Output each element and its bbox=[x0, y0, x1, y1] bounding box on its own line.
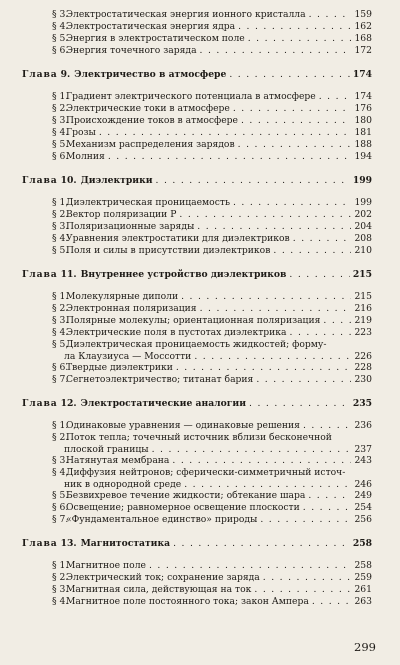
section-title-continuation: ла Клаузиуса — Моссотти bbox=[64, 351, 192, 362]
leader-dots bbox=[200, 45, 351, 57]
section-title: Грозы bbox=[66, 127, 96, 138]
leader-dots bbox=[197, 221, 351, 233]
leader-dots bbox=[172, 455, 351, 467]
section-number: § 4. bbox=[52, 596, 69, 607]
section-number: § 1. bbox=[52, 420, 69, 431]
toc-entry-continuation bbox=[22, 444, 372, 455]
section-number: § 4. bbox=[52, 327, 69, 338]
leader-dots bbox=[256, 374, 351, 386]
spacer bbox=[22, 57, 372, 69]
leader-dots bbox=[290, 327, 351, 339]
section-title: Электронная поляризация bbox=[66, 303, 197, 314]
leader-dots bbox=[254, 584, 351, 596]
page-ref: 199 bbox=[354, 197, 372, 208]
toc-entry-continuation bbox=[22, 351, 372, 362]
chapter-number: 10. bbox=[60, 175, 77, 186]
spacer bbox=[22, 187, 372, 197]
page-ref: 215 bbox=[354, 291, 372, 302]
page-ref: 235 bbox=[352, 398, 372, 409]
section-title: Электрический ток; сохранение заряда bbox=[66, 572, 260, 583]
page-ref: 223 bbox=[354, 327, 372, 338]
toc-entry bbox=[22, 490, 372, 502]
leader-dots bbox=[312, 596, 351, 608]
section-number: § 2. bbox=[52, 572, 69, 583]
section-title: Твердые диэлектрики bbox=[66, 362, 173, 373]
page-ref: 208 bbox=[354, 233, 372, 244]
chapter-heading bbox=[22, 538, 372, 550]
leader-dots bbox=[149, 560, 351, 572]
leader-dots bbox=[179, 209, 351, 221]
leader-dots bbox=[309, 9, 351, 21]
leader-dots bbox=[184, 479, 351, 490]
section-number: § 7. bbox=[52, 514, 69, 525]
page-ref: 258 bbox=[354, 560, 372, 571]
chapter-number: 12. bbox=[60, 398, 77, 409]
chapter-number: 13. bbox=[60, 538, 77, 549]
chapter-heading bbox=[22, 175, 372, 187]
section-number: § 3. bbox=[52, 115, 69, 126]
section-number: § 6. bbox=[52, 151, 69, 162]
toc-entry bbox=[22, 115, 372, 127]
section-title: Одинаковые уравнения — одинаковые решения bbox=[66, 420, 300, 431]
page-ref: 263 bbox=[354, 596, 372, 607]
toc-entry bbox=[22, 221, 372, 233]
page-ref: 180 bbox=[354, 115, 372, 126]
leader-dots bbox=[241, 115, 351, 127]
toc-entry bbox=[22, 315, 372, 327]
page-ref: 259 bbox=[354, 572, 372, 583]
chapter-title: Магнитостатика bbox=[80, 538, 171, 549]
leader-dots bbox=[273, 245, 351, 257]
toc-entry bbox=[22, 291, 372, 303]
page-ref: 174 bbox=[352, 69, 372, 80]
chapter-number: 11. bbox=[60, 269, 77, 280]
chapter-label: Глава bbox=[22, 398, 58, 409]
chapter-title: Диэлектрики bbox=[80, 175, 153, 186]
section-number: § 6. bbox=[52, 45, 69, 56]
page-ref: 199 bbox=[352, 175, 372, 186]
section-title: Электростатическая энергия ядра bbox=[66, 21, 236, 32]
spacer bbox=[22, 410, 372, 420]
section-number: § 2. bbox=[52, 303, 69, 314]
chapter-number: 9. bbox=[60, 69, 71, 80]
page-ref: 246 bbox=[354, 479, 372, 490]
section-number: § 2. bbox=[52, 103, 69, 114]
chapter-label: Глава bbox=[22, 269, 58, 280]
toc-entry bbox=[22, 432, 372, 444]
section-title: Диэлектрическая проницаемость жидкостей; форму- bbox=[66, 339, 327, 350]
leader-dots bbox=[260, 514, 351, 526]
leader-dots bbox=[108, 151, 351, 163]
leader-dots bbox=[99, 127, 351, 139]
toc-entry bbox=[22, 502, 372, 514]
leader-dots bbox=[200, 303, 351, 315]
section-title: Вектор поляризации P bbox=[66, 209, 177, 220]
page-ref: 256 bbox=[354, 514, 372, 525]
section-title: Сегнетоэлектричество; титанат бария bbox=[66, 374, 254, 385]
section-title: Поток тепла; точечный источник вблизи бесконечной bbox=[66, 432, 332, 443]
page-ref: 216 bbox=[354, 303, 372, 314]
table-of-contents bbox=[22, 9, 372, 608]
leader-dots bbox=[233, 197, 351, 209]
toc-entry bbox=[22, 572, 372, 584]
chapter-label: Глава bbox=[22, 175, 58, 186]
page-ref: 236 bbox=[354, 420, 372, 431]
toc-entry bbox=[22, 139, 372, 151]
section-title: Молния bbox=[66, 151, 105, 162]
section-number: § 1. bbox=[52, 560, 69, 571]
section-number: § 6. bbox=[52, 362, 69, 373]
section-title: Поля и силы в присутствии диэлектриков bbox=[66, 245, 271, 256]
spacer bbox=[22, 550, 372, 560]
section-title: Молекулярные диполи bbox=[66, 291, 179, 302]
section-number: § 7. bbox=[52, 374, 69, 385]
toc-entry bbox=[22, 233, 372, 245]
section-title: Диффузия нейтронов; сферически-симметричный источ- bbox=[66, 467, 346, 478]
toc-entry bbox=[22, 9, 372, 21]
toc-entry bbox=[22, 339, 372, 351]
section-title: Безвихревое течение жидкости; обтекание шара bbox=[66, 490, 306, 501]
leader-dots bbox=[263, 572, 351, 584]
section-title: Механизм распределения зарядов bbox=[66, 139, 235, 150]
leader-dots bbox=[293, 233, 351, 245]
leader-dots bbox=[248, 33, 351, 45]
page-ref: 219 bbox=[354, 315, 372, 326]
section-title: Энергия точечного заряда bbox=[66, 45, 197, 56]
toc-entry bbox=[22, 362, 372, 374]
section-title: Диэлектрическая проницаемость bbox=[66, 197, 230, 208]
leader-dots bbox=[194, 351, 351, 362]
section-number: § 4. bbox=[52, 127, 69, 138]
leader-dots bbox=[238, 21, 351, 33]
leader-dots bbox=[176, 362, 351, 374]
toc-entry bbox=[22, 303, 372, 315]
spacer bbox=[22, 163, 372, 175]
page-ref: 210 bbox=[354, 245, 372, 256]
section-number: § 1. bbox=[52, 291, 69, 302]
chapter-heading bbox=[22, 398, 372, 410]
toc-entry bbox=[22, 420, 372, 432]
section-title: Электростатическая энергия ионного кристалла bbox=[66, 9, 306, 20]
chapter-heading bbox=[22, 269, 372, 281]
spacer bbox=[22, 257, 372, 269]
spacer bbox=[22, 386, 372, 398]
toc-entry bbox=[22, 103, 372, 115]
section-title: Энергия в электростатическом поле bbox=[66, 33, 245, 44]
section-number: § 6. bbox=[52, 502, 69, 513]
section-number: § 5. bbox=[52, 339, 69, 350]
page-ref: 174 bbox=[354, 91, 372, 102]
page-ref: 230 bbox=[354, 374, 372, 385]
section-number: § 5. bbox=[52, 490, 69, 501]
page-ref: 168 bbox=[354, 33, 372, 44]
leader-dots bbox=[319, 91, 351, 103]
spacer bbox=[22, 81, 372, 91]
toc-entry bbox=[22, 209, 372, 221]
section-number: § 5. bbox=[52, 139, 69, 150]
section-number: § 4. bbox=[52, 21, 69, 32]
leader-dots bbox=[152, 444, 351, 455]
chapter-heading bbox=[22, 69, 372, 81]
leader-dots bbox=[303, 502, 351, 514]
section-number: § 1. bbox=[52, 197, 69, 208]
toc-entry bbox=[22, 596, 372, 608]
page-ref: 243 bbox=[354, 455, 372, 466]
section-title: Магнитное поле постоянного тока; закон Ампера bbox=[66, 596, 309, 607]
page-ref: 215 bbox=[352, 269, 372, 280]
section-number: § 3. bbox=[52, 221, 69, 232]
leader-dots bbox=[173, 538, 350, 550]
toc-entry bbox=[22, 151, 372, 163]
toc-entry bbox=[22, 33, 372, 45]
section-title: Магнитная сила, действующая на ток bbox=[66, 584, 252, 595]
toc-entry bbox=[22, 374, 372, 386]
chapter-title: Внутреннее устройство диэлектриков bbox=[80, 269, 287, 280]
page-ref: 258 bbox=[352, 538, 372, 549]
page-ref: 249 bbox=[354, 490, 372, 501]
page-ref: 194 bbox=[354, 151, 372, 162]
leader-dots bbox=[303, 420, 351, 432]
section-title: Освещение; равномерное освещение плоскости bbox=[66, 502, 300, 513]
toc-entry bbox=[22, 514, 372, 526]
toc-entry bbox=[22, 584, 372, 596]
section-title: Электрические поля в пустотах диэлектрика bbox=[66, 327, 287, 338]
page-number: 299 bbox=[354, 640, 376, 654]
page-ref: 176 bbox=[354, 103, 372, 114]
leader-dots bbox=[323, 315, 351, 327]
chapter-label: Глава bbox=[22, 538, 58, 549]
section-title-continuation: ник в однородной среде bbox=[64, 479, 182, 490]
section-number: § 2. bbox=[52, 209, 69, 220]
page-ref: 204 bbox=[354, 221, 372, 232]
page-ref: 188 bbox=[354, 139, 372, 150]
section-title: Поляризационные заряды bbox=[66, 221, 195, 232]
page-ref: 254 bbox=[354, 502, 372, 513]
section-title: Происхождение токов в атмосфере bbox=[66, 115, 238, 126]
section-title: «Фундаментальное единство» природы bbox=[66, 514, 258, 525]
section-number: § 5. bbox=[52, 33, 69, 44]
section-number: § 1. bbox=[52, 91, 69, 102]
section-title: Магнитное поле bbox=[66, 560, 146, 571]
spacer bbox=[22, 281, 372, 291]
section-title: Натянутая мембрана bbox=[66, 455, 170, 466]
toc-entry bbox=[22, 21, 372, 33]
leader-dots bbox=[289, 269, 349, 281]
toc-entry bbox=[22, 560, 372, 572]
leader-dots bbox=[229, 69, 349, 81]
chapter-title: Электричество в атмосфере bbox=[74, 69, 227, 80]
leader-dots bbox=[233, 103, 351, 115]
toc-entry bbox=[22, 45, 372, 57]
toc-entry bbox=[22, 197, 372, 209]
chapter-title: Электростатические аналогии bbox=[80, 398, 247, 409]
section-number: § 4. bbox=[52, 233, 69, 244]
toc-entry-continuation bbox=[22, 479, 372, 490]
page-ref: 181 bbox=[354, 127, 372, 138]
section-number: § 3. bbox=[52, 455, 69, 466]
leader-dots bbox=[249, 398, 350, 410]
page-ref: 261 bbox=[354, 584, 372, 595]
section-title: Полярные молекулы; ориентационная поляризация bbox=[66, 315, 321, 326]
leader-dots bbox=[308, 490, 351, 502]
section-title: Градиент электрического потенциала в атмосфере bbox=[66, 91, 316, 102]
spacer bbox=[22, 526, 372, 538]
page-ref: 202 bbox=[354, 209, 372, 220]
section-number: § 3. bbox=[52, 584, 69, 595]
page-ref: 162 bbox=[354, 21, 372, 32]
section-title: Электрические токи в атмосфере bbox=[66, 103, 230, 114]
section-number: § 5. bbox=[52, 245, 69, 256]
page-ref: 172 bbox=[354, 45, 372, 56]
toc-entry bbox=[22, 327, 372, 339]
page-ref: 228 bbox=[354, 362, 372, 373]
section-number: § 3. bbox=[52, 9, 69, 20]
toc-entry bbox=[22, 467, 372, 479]
toc-entry bbox=[22, 91, 372, 103]
leader-dots bbox=[238, 139, 351, 151]
section-title-continuation: плоской границы bbox=[64, 444, 149, 455]
leader-dots bbox=[156, 175, 350, 187]
toc-entry bbox=[22, 455, 372, 467]
section-number: § 2. bbox=[52, 432, 69, 443]
page-ref: 226 bbox=[354, 351, 372, 362]
page-ref: 159 bbox=[354, 9, 372, 20]
toc-entry bbox=[22, 245, 372, 257]
page-ref: 237 bbox=[354, 444, 372, 455]
toc-entry bbox=[22, 127, 372, 139]
section-number: § 4. bbox=[52, 467, 69, 478]
chapter-label: Глава bbox=[22, 69, 58, 80]
leader-dots bbox=[181, 291, 351, 303]
section-number: § 3. bbox=[52, 315, 69, 326]
section-title: Уравнения электростатики для диэлектриков bbox=[66, 233, 290, 244]
